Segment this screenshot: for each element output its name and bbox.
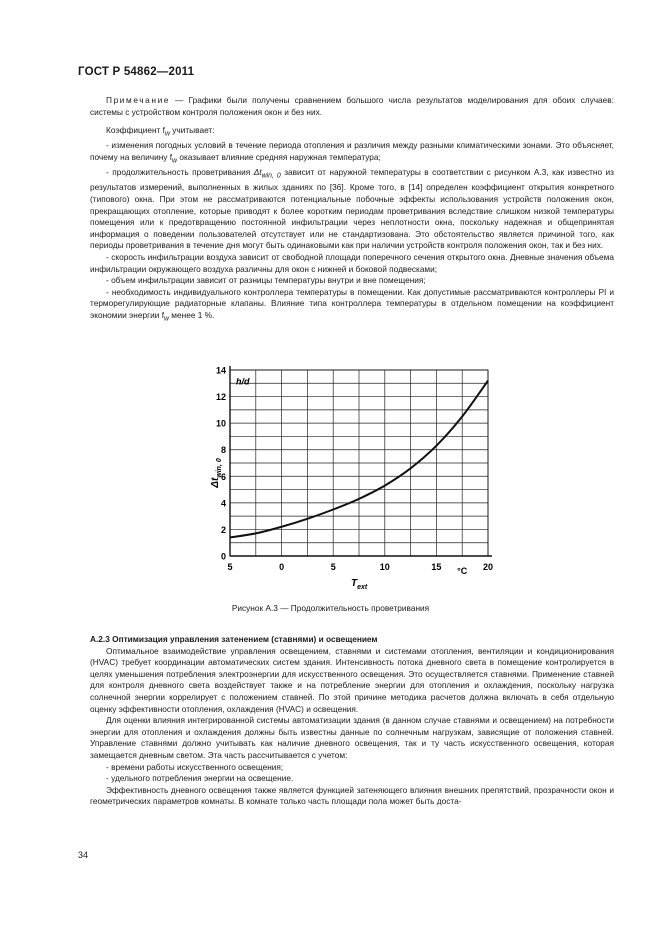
note-block (90, 95, 614, 118)
section-paragraph-1: Оптимальное взаимодействие управления освещением, ставнями и системами отопления, вентиляции и кондиционирования (HVAC) требует координации автоматических систем здания. Интенсивность потока дневного света в помещение контролируется в целях уменьшения потребления электроэнергии для искусственного освещения. Это осуществляется ставнями. Применение ставней для контроля дневного света воздействует также и на потребление энергии для отопления и охлаждения, поскольку нагрузка солнечной энергии коррелирует с положением ставней. По этой причине методика расчетов должна включать в себя отдельную оценку эффективности отопления, охлаждения (HVAC) и освещения. (90, 645, 614, 714)
page-number: 34 (78, 850, 89, 860)
body-text (90, 125, 614, 325)
figure-caption: Рисунок А.3 — Продолжительность проветривания (231, 603, 430, 613)
chart-labels (210, 377, 468, 591)
x-axis-label-sub: ext (357, 584, 368, 591)
p3-subscript: win, 0 (261, 172, 281, 180)
chart-axes (230, 366, 492, 556)
p2-text-b: оказывает влияние средняя наружная температура; (177, 151, 381, 162)
x-tick-label: 15 (431, 562, 442, 572)
y-tick-label: 0 (220, 551, 226, 562)
y-tick-label: 4 (220, 498, 226, 509)
y-tick-label: 14 (215, 365, 226, 376)
x-tick-label: 5 (227, 562, 233, 572)
section-heading: А.2.3 Оптимизация управления затенением (ставнями) и освещением (90, 634, 378, 644)
p6-text-b: менее 1 %. (169, 309, 215, 320)
x-axis-unit: °C (457, 566, 468, 576)
section-paragraph-4: - удельного потребления энергии на освещение. (106, 773, 294, 784)
paragraph-controller (90, 287, 614, 325)
paragraph-infiltration-speed: - скорость инфильтрации воздуха зависит от свободной площади поперечного сечения открытого окна. Дневные значения объема инфильтрации окружающего воздуха различны для окон с нижней и боковой подвесками; (90, 251, 614, 274)
y-tick-label: 12 (215, 392, 226, 403)
y-tick-label: 2 (220, 524, 226, 535)
paragraph-weather (90, 140, 614, 167)
p2-subscript: w (172, 157, 178, 165)
p1-subscript: w (164, 130, 170, 138)
paragraph-ventilation (90, 167, 614, 252)
y-tick-label: 10 (215, 418, 226, 429)
x-tick-label: 5 (330, 562, 336, 572)
paragraph-coefficient (90, 125, 614, 140)
y-tick-label: 8 (220, 445, 226, 456)
x-axis-label: $T_{ext}$ (351, 578, 368, 591)
section-paragraph-3: - времени работы искусственного освещения; (106, 761, 284, 772)
y-axis-label: $\Delta t_{win, 0}$ (210, 458, 223, 488)
section-a23 (90, 634, 614, 808)
p1-text: Коэффициент f (106, 125, 165, 135)
x-tick-label: 0 (279, 562, 285, 572)
ventilation-duration-chart (212, 360, 504, 592)
p3-text-b: зависит от наружной температуры в соответствии с рисунком А.3, как известно из результатов измерений, выполненных в жилых зданиях по [36]. Кроме того, в [14] определен коэффициент открытия конкретного (типового) окна. При этом не рассматриваются потенциальные побочные эффекты использования устройств положения окон, прекращающих отопление, которые приводят к более коротким периодам проветривания вследствие слишком низкой температуры помещения или к предотвращению постоянной инфильтрации через неплотности окна, поскольку надежная и общепринятая информация о поведении пользователей отсутствует или не стандартизована. Это обстоятельство является причиной того, как периоды проветривания в течение дня могут быть одинаковыми как при наличии устройств контроля положения окон, так и без них. (90, 167, 614, 251)
p6-subscript: w (164, 315, 169, 323)
p3-symbol: Δt (253, 167, 262, 178)
note-label: Примечание (106, 95, 171, 105)
document-header: ГОСТ Р 54862—2011 (78, 66, 195, 78)
x-tick-label: 20 (482, 562, 494, 572)
p1-end: учитывает: (169, 125, 215, 135)
section-paragraph-2: Для оценки влияния интегрированной системы автоматизации здания (в данном случае ставнями и освещением) на потребности энергии для отопления и охлаждения должны быть известны данные по солнечным нагрузкам, зависящие от положения ставней. Управление ставнями должно учитывать как наличие дневного освещения, так и ту часть искусственного освещения, которая замещается дневным светом. Эта часть рассчитывается с учетом: (90, 715, 614, 760)
x-tick-label: 10 (379, 562, 390, 572)
p2-text-a: - изменения погодных условий в течение периода отопления и различия между разными климатическими зонами. Это объясняет, почему на величину f (90, 140, 614, 162)
p3-text-a: - продолжительность проветривания (106, 167, 254, 178)
chart-grid (230, 370, 488, 556)
y-axis-unit: h/d (236, 376, 250, 387)
y-axis-label-sub: win, 0 (216, 458, 223, 478)
paragraph-infiltration-volume: - объем инфильтрации зависит от разницы температуры внутри и вне помещения; (106, 275, 426, 286)
p6-text-a: - необходимость индивидуального контроллера температуры в помещении. Как допустимые рассматриваются контроллеры PI и терморегулирующие радиаторные клапаны. Влияние типа контроллера температуры в отдельном помещении на коэффициент экономии энергии f (90, 286, 614, 320)
y-tick-label: 6 (220, 471, 226, 482)
note-text: — Графики были получены сравнением большого числа результатов моделирования для обоих случаев: системы с устройством контроля положения окон и без них. (90, 95, 614, 117)
section-paragraph-5: Эффективность дневного освещения также является функцией затеняющего влияния внешних препятствий, прозрачности окон и геометрических параметров комнаты. В комнате только часть площади пола может быть доста- (90, 784, 614, 807)
